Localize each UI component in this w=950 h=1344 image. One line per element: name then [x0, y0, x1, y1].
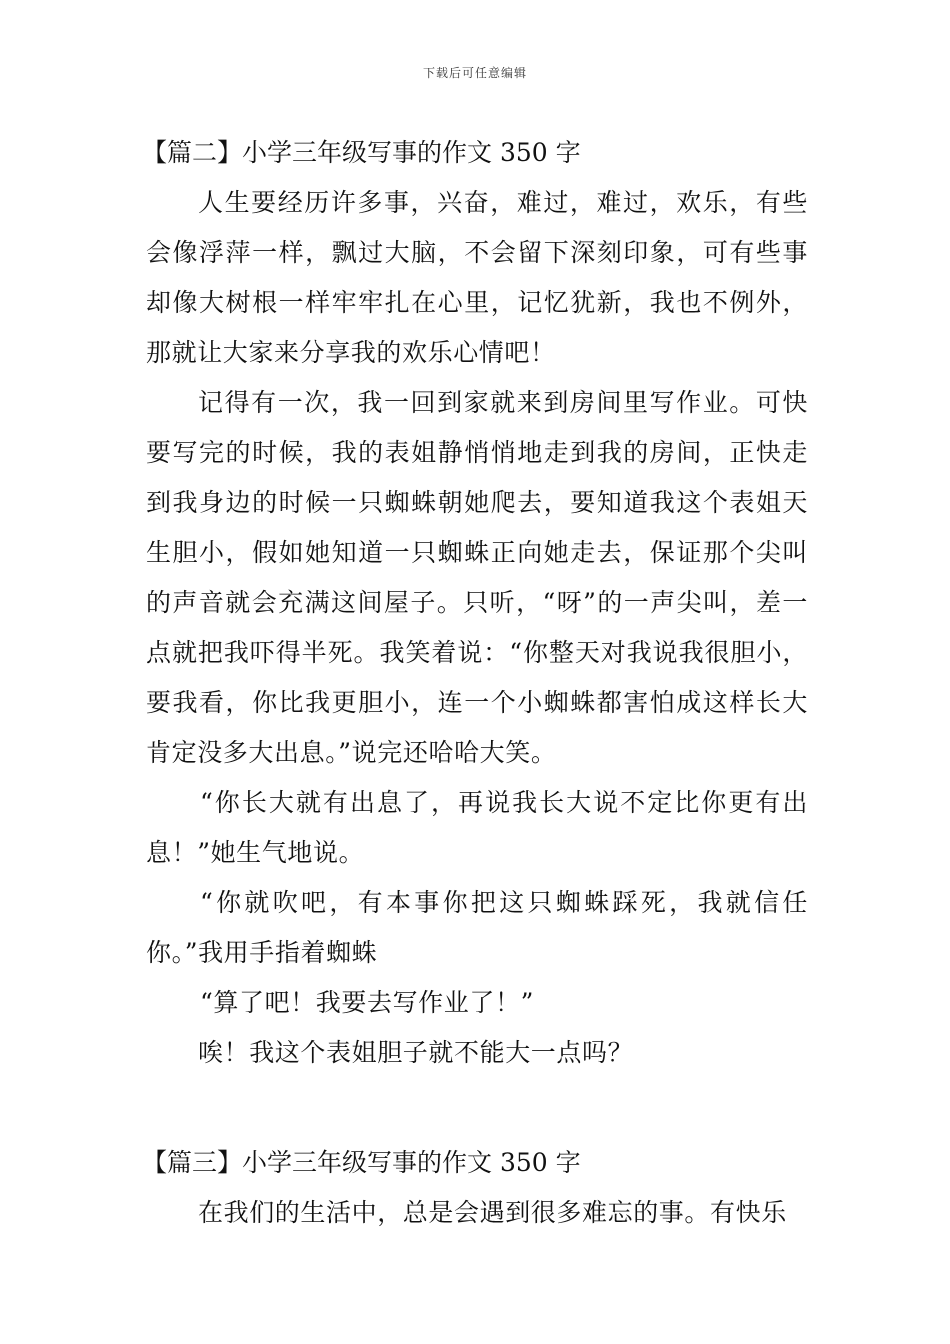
section-2	[142, 128, 808, 1078]
paragraph: 记得有一次，我一回到家就来到房间里写作业。可快要写完的时候，我的表姐静悄悄地走到我的房间，正快走到我身边的时候一只蜘蛛朝她爬去，要知道我这个表姐天生胆小，假如她知道一只蜘蛛正向她走去，保证那个尖叫的声音就会充满这间屋子。只听，“呀”的一声尖叫，差一点就把我吓得半死。我笑着说：“你整天对我说我很胆小，要我看，你比我更胆小，连一个小蜘蛛都害怕成这样长大肯定没多大出息。”说完还哈哈大笑。	[146, 388, 808, 767]
paragraph: “你长大就有出息了，再说我长大说不定比你更有出息！”她生气地说。	[146, 788, 808, 867]
document-body	[142, 128, 808, 1238]
paragraph: “算了吧！我要去写作业了！”	[200, 988, 534, 1017]
paragraph: 唉！我这个表姐胆子就不能大一点吗？	[198, 1038, 634, 1067]
section-gap	[146, 1078, 808, 1138]
paragraph: 在我们的生活中，总是会遇到很多难忘的事。有快乐	[198, 1198, 787, 1227]
page-header-note: 下载后可任意编辑	[422, 66, 527, 80]
section-title: 【篇二】小学三年级写事的作文 350 字	[142, 138, 581, 167]
paragraph: “你就吹吧，有本事你把这只蜘蛛踩死，我就信任你。”我用手指着蜘蛛	[146, 888, 808, 967]
section-title: 【篇三】小学三年级写事的作文 350 字	[142, 1148, 581, 1177]
paragraph: 人生要经历许多事，兴奋，难过，难过，欢乐，有些会像浮萍一样，飘过大脑，不会留下深刻印象，可有些事却像大树根一样牢牢扎在心里，记忆犹新，我也不例外，那就让大家来分享我的欢乐心情吧！	[146, 188, 808, 367]
section-3	[142, 1138, 808, 1238]
